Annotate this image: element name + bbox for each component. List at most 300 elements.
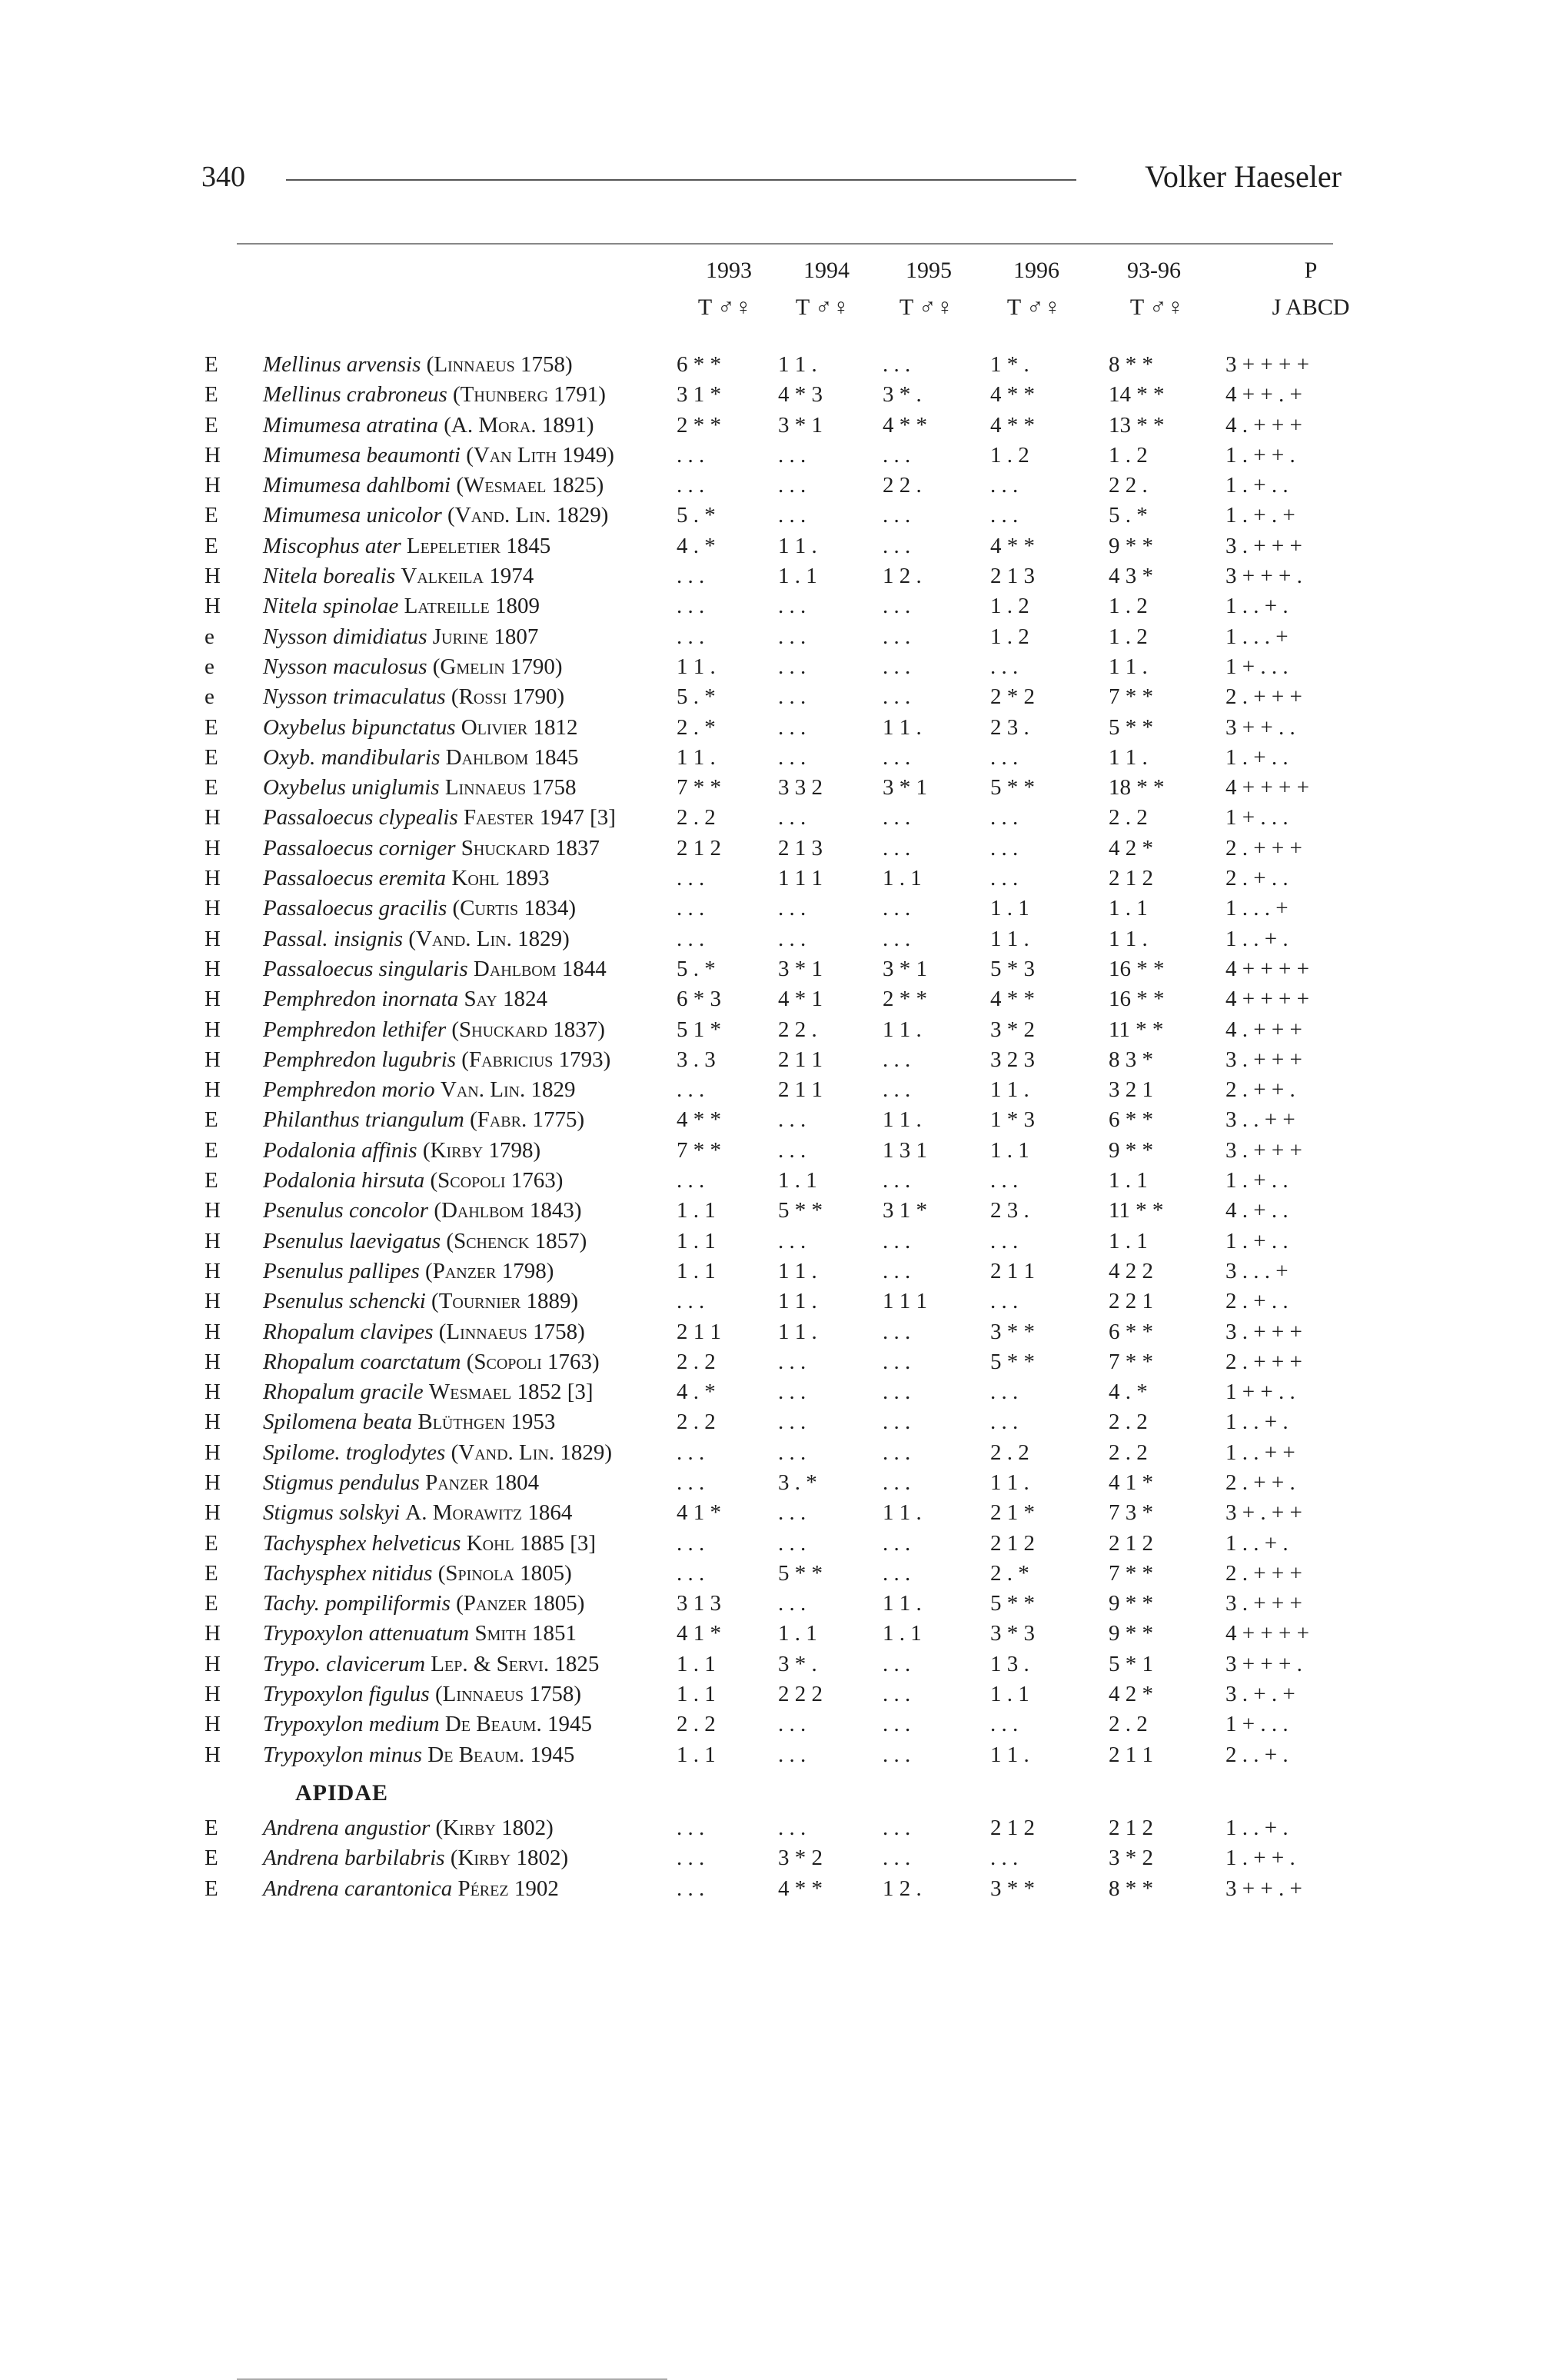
data-cell-y1995: . . . <box>883 533 911 558</box>
species-cell <box>263 1227 587 1257</box>
data-cell-y1993: 3 1 3 <box>677 1591 721 1616</box>
species-author: Faester 1947 [3] <box>463 805 616 831</box>
species-cell <box>263 622 538 652</box>
species-name: Stigmus solskyi <box>263 1500 401 1526</box>
data-cell-y1995: 3 * 1 <box>883 956 927 981</box>
species-name: Mimumesa atratina <box>263 412 438 438</box>
table-row <box>0 1649 1543 1679</box>
data-cell-p: 3 . + . + <box>1225 1682 1295 1707</box>
data-cell-total: 1 . 2 <box>1109 624 1148 649</box>
status-code: E <box>205 1107 218 1133</box>
status-code: E <box>205 1137 218 1163</box>
data-cell-y1995: 1 3 1 <box>883 1137 927 1163</box>
header-rule <box>286 179 1076 181</box>
species-name: Nitela borealis <box>263 564 396 589</box>
data-cell-y1994: 1 1 . <box>778 1319 817 1344</box>
data-cell-y1996: 1 1 . <box>990 1077 1029 1103</box>
species-name: Tachy. pompiliformis <box>263 1591 451 1616</box>
data-cell-total: 8 * * <box>1109 1876 1153 1901</box>
status-code: H <box>205 1410 221 1435</box>
species-cell <box>263 591 540 621</box>
status-code: H <box>205 1017 221 1042</box>
data-cell-y1996: 1 * . <box>990 352 1029 377</box>
data-cell-total: 7 * * <box>1109 1349 1153 1374</box>
data-cell-p: 1 . . + . <box>1225 926 1289 951</box>
species-author: Jurine 1807 <box>432 624 539 649</box>
data-cell-y1993: 4 * * <box>677 1107 721 1133</box>
data-cell-y1994: . . . <box>778 1530 806 1556</box>
species-author: (Vand. Lin. 1829) <box>447 503 609 528</box>
data-cell-y1993: 2 . 2 <box>677 805 716 831</box>
data-cell-total: 2 . 2 <box>1109 1440 1148 1465</box>
data-cell-y1993: 1 . 1 <box>677 1258 716 1283</box>
data-cell-y1993: . . . <box>677 866 705 891</box>
data-cell-y1993: 2 . 2 <box>677 1712 716 1737</box>
status-code: H <box>205 1047 221 1072</box>
data-cell-y1995: 1 1 . <box>883 1107 922 1133</box>
data-cell-p: 4 + + + + <box>1225 956 1309 981</box>
data-cell-y1996: 1 1 . <box>990 1470 1029 1495</box>
data-cell-total: 2 . 2 <box>1109 805 1148 831</box>
data-cell-y1994: . . . <box>778 684 806 710</box>
species-name: Pemphredon lugubris <box>263 1047 457 1072</box>
table-row <box>0 1843 1543 1873</box>
species-author: Linnaeus 1758 <box>444 775 577 801</box>
species-cell <box>263 954 607 984</box>
data-cell-y1995: 1 2 . <box>883 564 922 589</box>
data-cell-y1996: 5 * * <box>990 775 1035 801</box>
column-p: P <box>1304 258 1318 283</box>
data-cell-total: 1 1 . <box>1109 744 1148 770</box>
data-cell-total: 7 * * <box>1109 1560 1153 1586</box>
data-cell-p: 3 . + + + <box>1225 1319 1302 1344</box>
data-cell-y1996: 3 * 2 <box>990 1017 1035 1042</box>
data-cell-y1994: . . . <box>778 624 806 649</box>
data-cell-y1995: . . . <box>883 1168 911 1193</box>
data-cell-total: 6 * * <box>1109 1107 1153 1133</box>
data-cell-y1995: 3 1 * <box>883 1198 927 1223</box>
status-code: H <box>205 1289 221 1314</box>
data-cell-p: 1 . . + . <box>1225 1410 1289 1435</box>
data-cell-y1993: . . . <box>677 624 705 649</box>
data-cell-p: 2 . + + . <box>1225 1470 1295 1495</box>
species-cell <box>263 1317 585 1347</box>
data-cell-y1993: 7 * * <box>677 775 721 801</box>
data-cell-y1995: 1 1 . <box>883 1017 922 1042</box>
species-author: Shuckard 1837 <box>461 835 600 860</box>
table-row <box>0 350 1543 380</box>
species-name: Oxybelus uniglumis <box>263 775 440 801</box>
data-cell-y1993: 3 . 3 <box>677 1047 716 1072</box>
data-cell-y1994: . . . <box>778 594 806 619</box>
species-name: Mimumesa beaumonti <box>263 442 461 468</box>
species-name: Andrena barbilabris <box>263 1846 445 1871</box>
species-name: Passaloecus singularis <box>263 956 468 981</box>
table-row <box>0 1196 1543 1226</box>
species-cell <box>263 924 570 954</box>
species-author: Smith 1851 <box>474 1621 577 1646</box>
table-row <box>0 1438 1543 1468</box>
data-cell-total: 9 * * <box>1109 1621 1153 1646</box>
data-cell-p: 3 . . . + <box>1225 1258 1289 1283</box>
data-cell-p: 1 . + . . <box>1225 744 1289 770</box>
species-cell <box>263 1740 574 1770</box>
data-cell-p: 4 + + . + <box>1225 382 1302 408</box>
data-cell-p: 3 + + + . <box>1225 564 1302 589</box>
data-cell-y1996: 2 * 2 <box>990 684 1035 710</box>
table-row <box>0 834 1543 864</box>
species-cell <box>263 1843 568 1873</box>
data-cell-y1996: . . . <box>990 1228 1019 1253</box>
status-code: H <box>205 1470 221 1495</box>
data-cell-y1996: . . . <box>990 1410 1019 1435</box>
table-row <box>0 803 1543 833</box>
status-code: H <box>205 1258 221 1283</box>
data-cell-total: 11 * * <box>1109 1017 1164 1042</box>
species-cell <box>263 894 576 924</box>
data-cell-total: 3 2 1 <box>1109 1077 1153 1103</box>
table-row <box>0 1015 1543 1045</box>
species-cell <box>263 834 600 864</box>
data-cell-y1995: 1 . 1 <box>883 1621 922 1646</box>
species-name: Psenulus concolor <box>263 1198 429 1223</box>
table-row <box>0 1498 1543 1528</box>
species-cell <box>263 1287 578 1316</box>
species-author: (Panzer 1798) <box>425 1258 554 1283</box>
status-code: E <box>205 1530 218 1556</box>
data-cell-y1996: 3 * 3 <box>990 1621 1035 1646</box>
data-cell-y1993: 1 1 . <box>677 744 716 770</box>
status-code: E <box>205 714 218 740</box>
table-row <box>0 1874 1543 1904</box>
data-cell-y1994: . . . <box>778 1228 806 1253</box>
species-cell <box>263 1136 540 1166</box>
species-name: Pemphredon lethifer <box>263 1017 447 1042</box>
data-cell-y1994: . . . <box>778 1440 806 1465</box>
status-code: H <box>205 1228 221 1253</box>
data-cell-y1996: 1 * 3 <box>990 1107 1035 1133</box>
data-cell-y1995: . . . <box>883 1228 911 1253</box>
data-cell-y1993: . . . <box>677 926 705 951</box>
data-cell-total: 1 . 1 <box>1109 1168 1148 1193</box>
species-name: Pemphredon inornata <box>263 987 459 1012</box>
data-cell-y1994: 2 1 3 <box>778 835 823 860</box>
table-row <box>0 622 1543 652</box>
species-author: (Linnaeus 1758) <box>434 1682 582 1707</box>
species-author: (Van Lith 1949) <box>466 442 614 468</box>
species-table <box>0 350 1543 1904</box>
data-cell-total: 11 * * <box>1109 1198 1164 1223</box>
data-cell-total: 1 . 2 <box>1109 442 1148 468</box>
data-cell-total: 4 1 * <box>1109 1470 1153 1495</box>
data-cell-y1993: . . . <box>677 564 705 589</box>
species-name: Mimumesa unicolor <box>263 503 442 528</box>
species-cell <box>263 1015 605 1045</box>
data-cell-p: 3 + . + + <box>1225 1500 1302 1526</box>
species-cell <box>263 713 577 743</box>
table-row <box>0 1468 1543 1498</box>
data-cell-y1995: . . . <box>883 1815 911 1840</box>
data-cell-p: 2 . + + + <box>1225 1560 1302 1586</box>
data-cell-y1995: . . . <box>883 1319 911 1344</box>
data-cell-p: 1 . + + . <box>1225 442 1295 468</box>
species-name: Oxybelus bipunctatus <box>263 714 456 740</box>
data-cell-y1995: . . . <box>883 926 911 951</box>
data-cell-total: 4 . * <box>1109 1380 1148 1405</box>
data-cell-p: 1 . . . + <box>1225 896 1289 921</box>
data-cell-y1993: 1 . 1 <box>677 1651 716 1676</box>
data-cell-total: 2 1 2 <box>1109 1815 1153 1840</box>
species-author: Pérez 1902 <box>457 1876 559 1901</box>
data-cell-y1994: . . . <box>778 442 806 468</box>
data-cell-y1996: 2 1 2 <box>990 1530 1035 1556</box>
data-cell-y1993: 4 1 * <box>677 1500 721 1526</box>
data-cell-total: 18 * * <box>1109 775 1165 801</box>
species-name: Tachysphex nitidus <box>263 1560 433 1586</box>
data-cell-y1993: 6 * * <box>677 352 721 377</box>
data-cell-y1993: 2 . 2 <box>677 1349 716 1374</box>
data-cell-y1995: 3 * . <box>883 382 922 408</box>
data-cell-y1993: 5 1 * <box>677 1017 721 1042</box>
table-row <box>0 1589 1543 1619</box>
data-cell-y1994: 5 * * <box>778 1560 823 1586</box>
data-cell-p: 1 . + + . <box>1225 1846 1295 1871</box>
data-cell-y1995: . . . <box>883 1440 911 1465</box>
status-code: e <box>205 654 214 679</box>
data-cell-y1996: 5 * * <box>990 1591 1035 1616</box>
data-cell-y1994: 3 3 2 <box>778 775 823 801</box>
data-cell-p: 3 + + . + <box>1225 1876 1302 1901</box>
data-cell-p: 4 . + + + <box>1225 412 1302 438</box>
data-cell-y1995: . . . <box>883 1742 911 1767</box>
data-cell-y1994: 3 * 2 <box>778 1846 823 1871</box>
column-total-93-96: 93-96 <box>1127 258 1181 283</box>
species-name: Andrena angustior <box>263 1815 431 1840</box>
data-cell-y1995: 3 * 1 <box>883 775 927 801</box>
data-cell-y1996: 5 * * <box>990 1349 1035 1374</box>
data-cell-y1993: . . . <box>677 1470 705 1495</box>
data-cell-y1994: 4 * * <box>778 1876 823 1901</box>
species-author: Dahlbom 1844 <box>473 956 607 981</box>
data-cell-y1994: 3 * 1 <box>778 412 823 438</box>
status-code: H <box>205 1742 221 1767</box>
data-cell-p: 2 . + . . <box>1225 1289 1289 1314</box>
species-name: Rhopalum clavipes <box>263 1319 434 1344</box>
data-cell-total: 9 * * <box>1109 533 1153 558</box>
data-cell-p: 1 . . + . <box>1225 594 1289 619</box>
species-cell <box>263 1813 554 1843</box>
table-row <box>0 591 1543 621</box>
status-code: H <box>205 1380 221 1405</box>
species-cell <box>263 1045 610 1075</box>
column-year-1993: 1993 <box>706 258 752 283</box>
status-code: E <box>205 1876 218 1901</box>
data-cell-p: 2 . . + . <box>1225 1742 1289 1767</box>
data-cell-y1995: . . . <box>883 896 911 921</box>
data-cell-p: 1 + + . . <box>1225 1380 1295 1405</box>
column-sub-1993: T ♂♀ <box>697 295 753 320</box>
data-cell-y1996: 2 1 3 <box>990 564 1035 589</box>
table-row <box>0 531 1543 561</box>
data-cell-p: 3 . + + + <box>1225 533 1302 558</box>
species-author: (Linnaeus 1758) <box>426 352 573 377</box>
status-code: e <box>205 684 214 710</box>
data-cell-y1995: . . . <box>883 835 911 860</box>
data-cell-y1993: . . . <box>677 1168 705 1193</box>
data-cell-y1995: . . . <box>883 352 911 377</box>
table-row <box>0 652 1543 682</box>
species-cell <box>263 1257 554 1287</box>
species-cell <box>263 1075 576 1105</box>
status-code: H <box>205 835 221 860</box>
data-cell-y1996: . . . <box>990 1712 1019 1737</box>
table-row <box>0 1709 1543 1739</box>
data-cell-total: 5 * * <box>1109 714 1153 740</box>
species-author: (Scopoli 1763) <box>466 1349 600 1374</box>
species-cell <box>263 441 614 471</box>
data-cell-y1996: . . . <box>990 1289 1019 1314</box>
species-cell <box>263 1347 600 1377</box>
data-cell-p: 1 . + . . <box>1225 1228 1289 1253</box>
data-cell-y1995: 1 2 . <box>883 1876 922 1901</box>
data-cell-y1994: 4 * 1 <box>778 987 823 1012</box>
status-code: H <box>205 987 221 1012</box>
species-cell <box>263 1377 594 1407</box>
status-code: E <box>205 1815 218 1840</box>
data-cell-y1993: 2 . 2 <box>677 1410 716 1435</box>
species-cell <box>263 1649 599 1679</box>
status-code: H <box>205 1349 221 1374</box>
species-cell <box>263 1407 555 1437</box>
table-row <box>0 924 1543 954</box>
species-author: (Schenck 1857) <box>446 1228 587 1253</box>
species-cell <box>263 411 594 441</box>
data-cell-p: 2 . + + + <box>1225 1349 1302 1374</box>
species-cell <box>263 1874 559 1904</box>
species-cell <box>263 1529 596 1559</box>
species-author: Kohl 1885 [3] <box>466 1530 597 1556</box>
species-cell <box>263 1438 612 1468</box>
data-cell-y1995: . . . <box>883 1410 911 1435</box>
data-cell-y1995: . . . <box>883 594 911 619</box>
running-head <box>201 158 1342 195</box>
data-cell-p: 1 . . . + <box>1225 624 1289 649</box>
data-cell-p: 2 . + . . <box>1225 866 1289 891</box>
data-cell-y1993: 3 1 * <box>677 382 721 408</box>
species-author: (Curtis 1834) <box>452 896 576 921</box>
species-name: Passaloecus gracilis <box>263 896 447 921</box>
data-cell-y1994: . . . <box>778 1500 806 1526</box>
status-code: H <box>205 1319 221 1344</box>
status-code: H <box>205 926 221 951</box>
table-row <box>0 1166 1543 1196</box>
status-code: E <box>205 1846 218 1871</box>
species-name: Passaloecus corniger <box>263 835 456 860</box>
data-cell-y1996: 3 2 3 <box>990 1047 1035 1072</box>
species-cell <box>263 1196 582 1226</box>
table-row <box>0 1529 1543 1559</box>
species-name: Oxyb. mandibularis <box>263 744 441 770</box>
table-row <box>0 1317 1543 1347</box>
data-cell-y1994: . . . <box>778 744 806 770</box>
data-cell-y1996: 5 * 3 <box>990 956 1035 981</box>
column-year-1996: 1996 <box>1013 258 1059 283</box>
species-name: Podalonia hirsuta <box>263 1168 425 1193</box>
status-code: E <box>205 503 218 528</box>
data-cell-y1994: 1 1 . <box>778 533 817 558</box>
data-cell-total: 4 2 * <box>1109 1682 1153 1707</box>
data-cell-y1993: 7 * * <box>677 1137 721 1163</box>
species-cell <box>263 1468 539 1498</box>
species-cell <box>263 1589 584 1619</box>
table-row <box>0 1136 1543 1166</box>
data-cell-y1993: 1 . 1 <box>677 1742 716 1767</box>
species-name: Tachysphex helveticus <box>263 1530 461 1556</box>
data-cell-y1995: . . . <box>883 1470 911 1495</box>
data-cell-y1995: . . . <box>883 1077 911 1103</box>
data-cell-total: 3 * 2 <box>1109 1846 1153 1871</box>
status-code: H <box>205 1440 221 1465</box>
data-cell-y1993: 6 * 3 <box>677 987 721 1012</box>
data-cell-y1994: . . . <box>778 896 806 921</box>
data-cell-y1993: 1 . 1 <box>677 1228 716 1253</box>
data-cell-y1995: 1 1 . <box>883 1500 922 1526</box>
page-number: 340 <box>201 161 245 193</box>
data-cell-y1996: 1 . 1 <box>990 1682 1029 1707</box>
data-cell-total: 7 3 * <box>1109 1500 1153 1526</box>
species-cell <box>263 350 573 380</box>
data-cell-y1994: . . . <box>778 805 806 831</box>
table-row <box>0 501 1543 531</box>
table-row <box>0 954 1543 984</box>
data-cell-y1996: 1 . 2 <box>990 442 1029 468</box>
data-cell-total: 1 1 . <box>1109 654 1148 679</box>
data-cell-y1993: . . . <box>677 1530 705 1556</box>
data-cell-total: 16 * * <box>1109 956 1165 981</box>
data-cell-y1994: 3 . * <box>778 1470 817 1495</box>
table-row <box>0 1257 1543 1287</box>
species-name: Miscophus ater <box>263 533 401 558</box>
data-cell-y1996: 3 * * <box>990 1319 1035 1344</box>
data-cell-y1996: 1 1 . <box>990 926 1029 951</box>
species-cell <box>263 743 579 773</box>
status-code: H <box>205 442 221 468</box>
data-cell-p: 3 . + + + <box>1225 1047 1302 1072</box>
species-cell <box>263 773 577 803</box>
data-cell-y1996: 2 3 . <box>990 714 1029 740</box>
species-name: Nitela spinolae <box>263 594 399 619</box>
species-name: Trypoxylon figulus <box>263 1682 430 1707</box>
status-code: E <box>205 533 218 558</box>
data-cell-y1996: 2 . 2 <box>990 1440 1029 1465</box>
status-code: H <box>205 1198 221 1223</box>
data-cell-p: 1 + . . . <box>1225 654 1289 679</box>
species-cell <box>263 803 616 833</box>
data-cell-y1994: 2 2 . <box>778 1017 817 1042</box>
status-code: E <box>205 352 218 377</box>
species-name: Pemphredon morio <box>263 1077 435 1103</box>
data-cell-y1995: . . . <box>883 1712 911 1737</box>
data-cell-y1996: 4 * * <box>990 412 1035 438</box>
data-cell-p: 1 . . + + <box>1225 1440 1295 1465</box>
data-cell-y1995: 1 1 . <box>883 1591 922 1616</box>
species-cell <box>263 1166 563 1196</box>
data-cell-y1994: . . . <box>778 503 806 528</box>
data-cell-y1996: . . . <box>990 805 1019 831</box>
data-cell-total: 6 * * <box>1109 1319 1153 1344</box>
status-code: H <box>205 805 221 831</box>
data-cell-p: 4 + + + + <box>1225 1621 1309 1646</box>
